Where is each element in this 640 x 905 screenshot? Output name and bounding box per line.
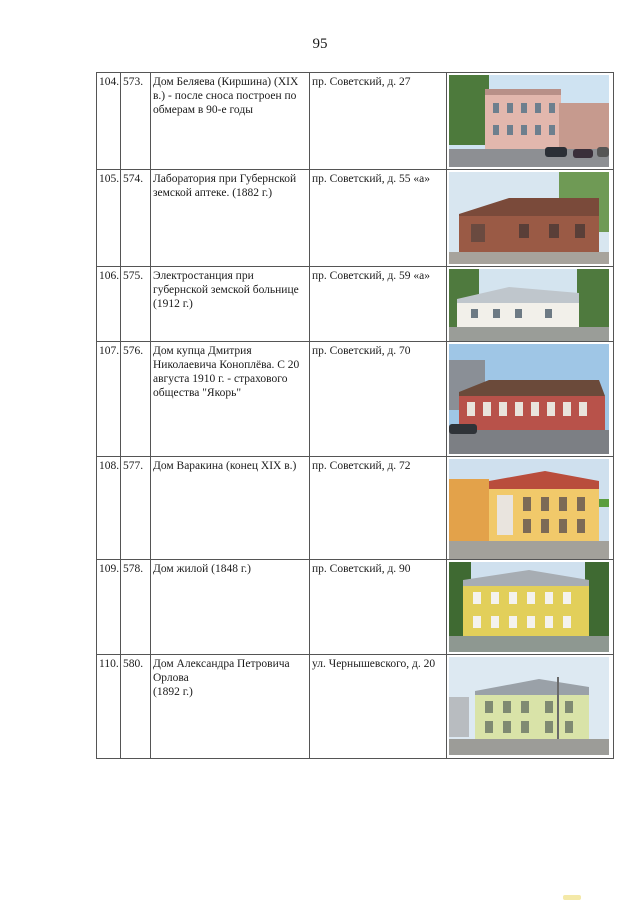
object-name: Дом жилой (1848 г.) xyxy=(151,560,310,655)
table-row xyxy=(97,267,614,342)
table-row xyxy=(97,457,614,560)
row-number: 109. xyxy=(97,560,121,655)
table-row xyxy=(97,170,614,267)
stamp-mark xyxy=(563,895,581,900)
object-address: ул. Чернышевского, д. 20 xyxy=(310,655,447,759)
monuments-table xyxy=(96,72,614,759)
building-photo xyxy=(449,172,609,264)
building-photo xyxy=(449,657,609,755)
building-photo xyxy=(449,75,609,167)
row-number: 104. xyxy=(97,73,121,170)
object-name: Электростанция при губернской земской больнице (1912 г.) xyxy=(151,267,310,342)
object-name: Дом Варакина (конец XIX в.) xyxy=(151,457,310,560)
table-row xyxy=(97,73,614,170)
register-number: 576. xyxy=(121,342,151,457)
table-row xyxy=(97,655,614,759)
row-number: 108. xyxy=(97,457,121,560)
building-photo xyxy=(449,269,609,341)
register-number: 580. xyxy=(121,655,151,759)
register-number: 578. xyxy=(121,560,151,655)
building-photo xyxy=(449,344,609,454)
row-number: 105. xyxy=(97,170,121,267)
register-number: 574. xyxy=(121,170,151,267)
register-number: 575. xyxy=(121,267,151,342)
object-address: пр. Советский, д. 72 xyxy=(310,457,447,560)
object-address: пр. Советский, д. 90 xyxy=(310,560,447,655)
object-name: Лаборатория при Губернской земской аптеке. (1882 г.) xyxy=(151,170,310,267)
register-number: 577. xyxy=(121,457,151,560)
object-address: пр. Советский, д. 55 «а» xyxy=(310,170,447,267)
row-number: 110. xyxy=(97,655,121,759)
page-number: 95 xyxy=(312,36,328,52)
table-row xyxy=(97,342,614,457)
object-name: Дом Александра Петровича Орлова (1892 г.) xyxy=(151,655,310,759)
object-name: Дом Беляева (Киршина) (XIX в.) - после сноса построен по обмерам в 90-е годы xyxy=(151,73,310,170)
building-photo xyxy=(449,459,609,559)
object-address: пр. Советский, д. 70 xyxy=(310,342,447,457)
building-photo xyxy=(449,562,609,652)
object-address: пр. Советский, д. 27 xyxy=(310,73,447,170)
object-name: Дом купца Дмитрия Николаевича Коноплёва. С 20 августа 1910 г. - страхового общества "Якорь" xyxy=(151,342,310,457)
object-address: пр. Советский, д. 59 «а» xyxy=(310,267,447,342)
table-row xyxy=(97,560,614,655)
row-number: 107. xyxy=(97,342,121,457)
row-number: 106. xyxy=(97,267,121,342)
register-number: 573. xyxy=(121,73,151,170)
